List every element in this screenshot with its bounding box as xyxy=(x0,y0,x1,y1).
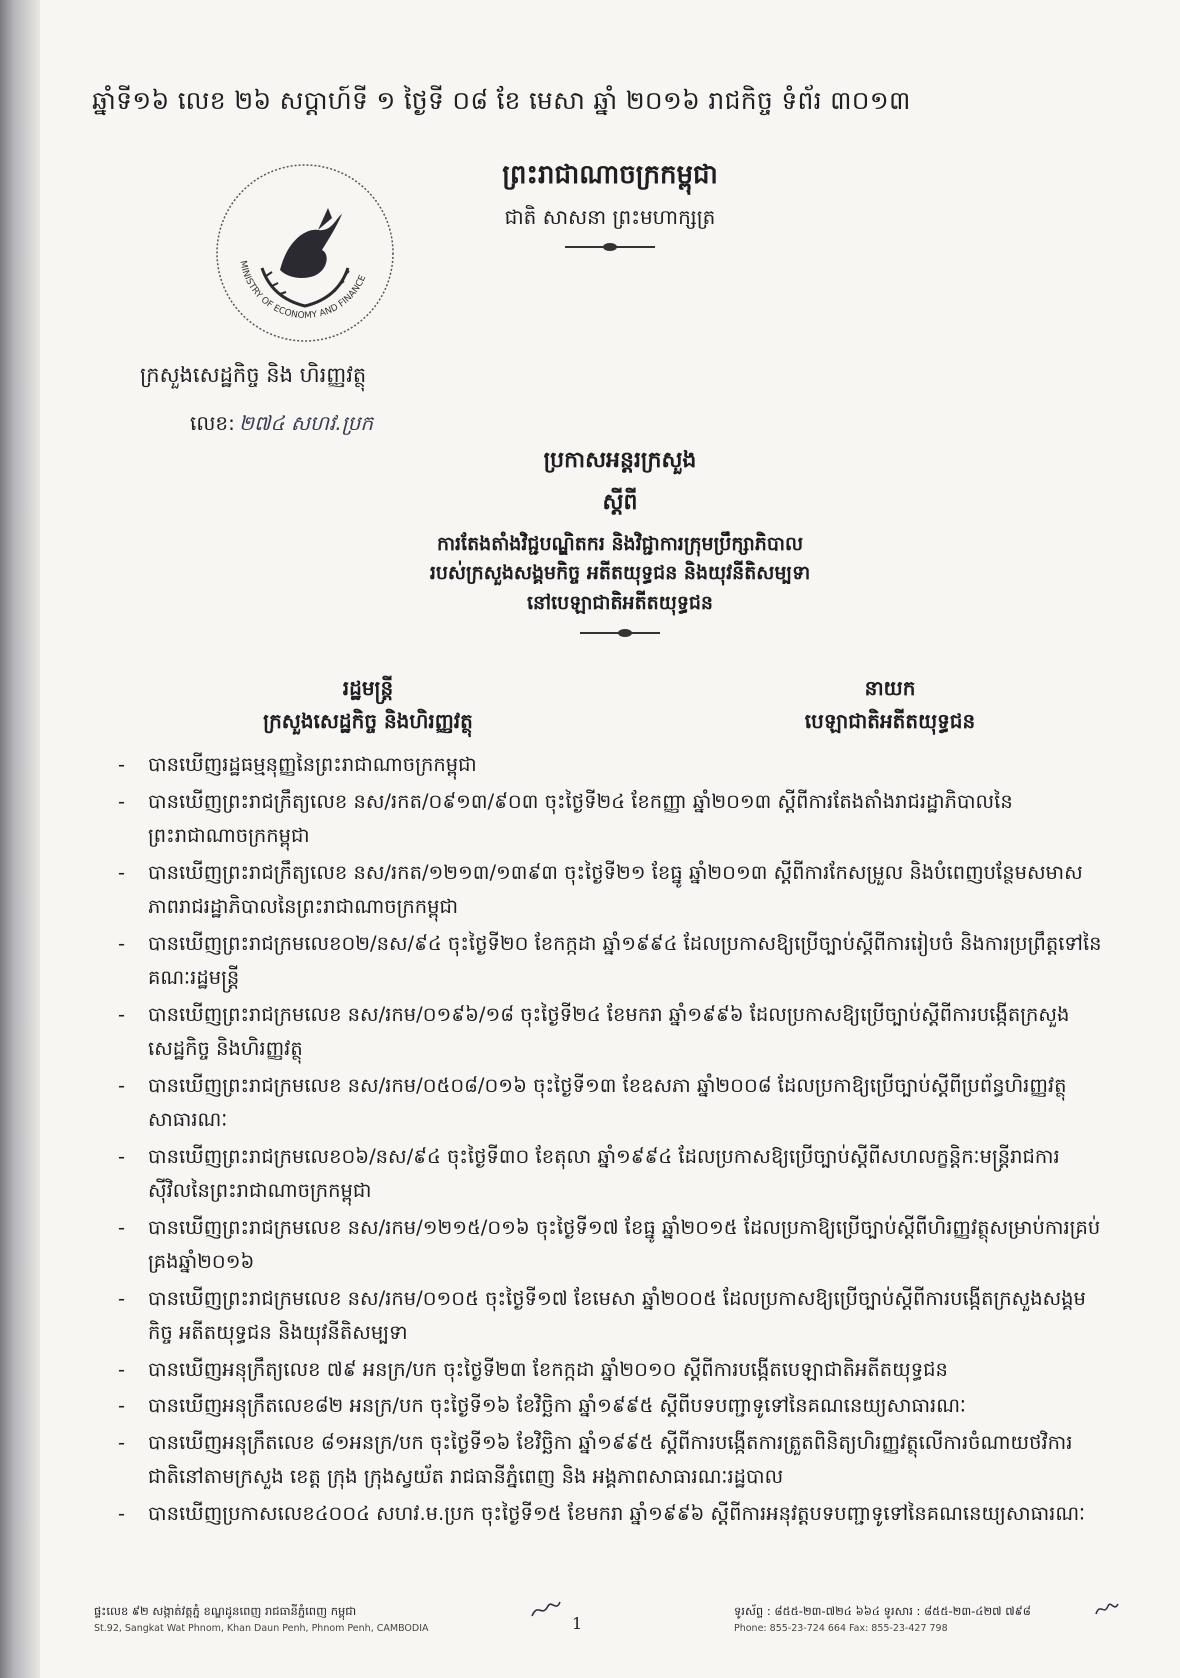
list-item: - បានឃើញព្រះរាជក្រមលេខ នស/រកម/០១៩៦/១៨ ចុះថ្ងៃទី២៤ ខែមករា ឆ្នាំ១៩៩៦ ដែលប្រកាសឱ្យប្រើច្បាប់ស្តីពីការបង្កើតក្រសួងសេដ្ឋកិច្ច និងហិរញ្ញវត្ថុ xyxy=(112,998,1102,1067)
decree-sti: ស្តីពី xyxy=(602,490,638,515)
list-item: - បានឃើញព្រះរាជក្រមលេខ០៦/នស/៩៤ ចុះថ្ងៃទី៣០ ខែតុលា ឆ្នាំ១៩៩៤ ដែលប្រកាសឱ្យប្រើច្បាប់ស្តីពីសហលក្ខន្តិកៈមន្ត្រីរាជការស៊ីវិលនៃព្រះរាជាណាចក្រកម្ពុជា xyxy=(112,1140,1102,1209)
decree-subject xyxy=(240,530,1000,618)
issuer-fund: បេឡាជាតិអតីតយុទ្ធជន xyxy=(804,709,976,733)
issuer-minister xyxy=(218,672,518,738)
issuer-title: រដ្ឋមន្ត្រី xyxy=(342,676,394,700)
initial-signature-icon xyxy=(530,1598,562,1620)
document-page xyxy=(40,0,1180,1678)
ornament-divider xyxy=(580,632,660,634)
list-item: - បានឃើញអនុក្រឹតលេខ៨២ អនក្រ/បក ចុះថ្ងៃទី១៦ ខែវិច្ឆិកា ឆ្នាំ១៩៩៥ ស្តីពីបទបញ្ជាទូទៅនៃគណនេយ្យសាធារណៈ xyxy=(112,1389,1102,1424)
decree-kind: ប្រកាសអន្តរក្រសួង xyxy=(543,448,697,473)
address-khmer: ផ្ទះលេខ ៩២ សង្កាត់វត្តភ្នំ ខណ្ឌដូនពេញ រាជធានីភ្នំពេញ កម្ពុជា xyxy=(94,1604,357,1618)
issuer-title: នាយក xyxy=(864,676,916,700)
handwritten-reference: ២៧៤ សហវ.ប្រក xyxy=(238,411,374,435)
kingdom-heading xyxy=(440,158,780,248)
list-item: - បានឃើញព្រះរាជក្រឹត្យលេខ នស/រកត/០៩១៣/៩០៣ ចុះថ្ងៃទី២៤ ខែកញ្ញា ឆ្នាំ២០១៣ ស្តីពីការតែងតាំងរាជរដ្ឋាភិបាលនៃព្រះរាជាណាចក្រកម្ពុជា xyxy=(112,785,1102,854)
phone-khmer: ទូរស័ព្ទ : ៨៥៥-២៣-៧២៤ ៦៦៤ ទូរសារ : ៨៥៥-២៣-៤២៧ ៧៩៨ xyxy=(734,1604,1031,1618)
address-english: St.92, Sangkat Wat Phnom, Khan Daun Penh, Phnom Penh, CAMBODIA xyxy=(94,1623,429,1634)
ministry-seal-icon xyxy=(210,158,400,348)
phone-english: Phone: 855-23-724 664 Fax: 855-23-427 798 xyxy=(734,1623,948,1634)
list-item: - បានឃើញព្រះរាជក្រមលេខ០២/នស/៩៤ ចុះថ្ងៃទី២០ ខែកក្កដា ឆ្នាំ១៩៩៤ ដែលប្រកាសឱ្យប្រើច្បាប់ស្តីពីការរៀបចំ និងការប្រព្រឹត្តទៅនៃគណៈរដ្ឋមន្ត្រី xyxy=(112,927,1102,996)
list-item: - បានឃើញព្រះរាជក្រមលេខ នស/រកម/០១០៥ ចុះថ្ងៃទី១៧ ខែមេសា ឆ្នាំ២០០៥ ដែលប្រកាសឱ្យប្រើច្បាប់ស្តីពីការបង្កើតក្រសួងសង្គមកិច្ច អតីតយុទ្ធជន និងយុវនីតិសម្បទា xyxy=(112,1282,1102,1351)
footer-address xyxy=(94,1604,429,1634)
scan-shadow-edge xyxy=(0,0,40,1678)
kingdom-title: ព្រះរាជាណាចក្រកម្ពុជា xyxy=(502,160,718,190)
decree-title xyxy=(240,446,1000,634)
list-item: - បានឃើញព្រះរាជក្រឹត្យលេខ នស/រកត/១២១៣/១៣៩៣ ចុះថ្ងៃទី២១ ខែធ្នូ ឆ្នាំ២០១៣ ស្តីពីការកែសម្រួល និងបំពេញបន្ថែមសមាសភាពរាជរដ្ឋាភិបាលនៃព្រះរាជាណាចក្រកម្ពុជា xyxy=(112,856,1102,925)
subject-line: នៅបេឡាជាតិអតីតយុទ្ធជន xyxy=(526,591,713,614)
gazette-header: ឆ្នាំទី១៦ លេខ ២៦ សប្តាហ៍ទី ១ ថ្ងៃទី ០៨ ខែ មេសា ឆ្នាំ ២០១៦ រាជកិច្ច ទំព័រ ៣០១៣ xyxy=(92,86,911,115)
reference-number xyxy=(190,410,373,440)
reference-label: លេខ: xyxy=(190,411,235,435)
legal-basis-list xyxy=(112,748,1102,1533)
ornament-divider xyxy=(565,246,655,248)
issuer-ministry: ក្រសួងសេដ្ឋកិច្ច និងហិរញ្ញវត្ថុ xyxy=(263,709,473,733)
ministry-name: ក្រសួងសេដ្ឋកិច្ច និង ហិរញ្ញវត្ថុ xyxy=(140,363,367,387)
national-motto: ជាតិ សាសនា ព្រះមហាក្សត្រ xyxy=(504,205,716,229)
list-item: - បានឃើញព្រះរាជក្រមលេខ នស/រកម/០៥០៨/០១៦ ចុះថ្ងៃទី១៣ ខែឧសភា ឆ្នាំ២០០៨ ដែលប្រកាឱ្យប្រើច្បាប់ស្តីពីប្រព័ន្ធហិរញ្ញវត្ថុសាធារណៈ xyxy=(112,1069,1102,1138)
list-item: - បានឃើញរដ្ឋធម្មនុញ្ញនៃព្រះរាជាណាចក្រកម្ពុជា xyxy=(112,748,1102,783)
subject-line: ការតែងតាំងវិជ្ជបណ្ឌិតករ និងវិជ្ជាការក្រុមប្រឹក្សាភិបាល xyxy=(436,533,804,555)
issuer-director xyxy=(740,672,1040,738)
list-item: - បានឃើញព្រះរាជក្រមលេខ នស/រកម/១២១៥/០១៦ ចុះថ្ងៃទី១៧ ខែធ្នូ ឆ្នាំ២០១៥ ដែលប្រកាឱ្យប្រើច្បាប់ស្តីពីហិរញ្ញវត្ថុសម្រាប់ការគ្រប់គ្រងឆ្នាំ២០១៦ xyxy=(112,1211,1102,1280)
footer-contact xyxy=(734,1604,1031,1634)
list-item: - បានឃើញអនុក្រឹត្យលេខ ៧៩ អនក្រ/បក ចុះថ្ងៃទី២៣ ខែកក្កដា ឆ្នាំ២០១០ ស្តីពីការបង្កើតបេឡាជាតិអតីតយុទ្ធជន xyxy=(112,1353,1102,1388)
subject-line: របស់ក្រសួងសង្គមកិច្ច អតីតយុទ្ធជន និងយុវនីតិសម្បទា xyxy=(429,562,811,585)
seal-text: MINISTRY OF ECONOMY AND FINANCE xyxy=(237,259,369,322)
list-item: - បានឃើញប្រកាសលេខ៤០០៤ សហវ.ម.ប្រក ចុះថ្ងៃទី១៥ ខែមករា ឆ្នាំ១៩៩៦ ស្តីពីការអនុវត្តបទបញ្ជាទូទៅនៃគណនេយ្យសាធារណៈ xyxy=(112,1497,1102,1532)
page-number: 1 xyxy=(572,1614,583,1633)
initial-signature-icon xyxy=(1094,1600,1120,1618)
list-item: - បានឃើញអនុក្រឹតលេខ ៨១អនក្រ/បក ចុះថ្ងៃទី១៦ ខែវិច្ឆិកា ឆ្នាំ១៩៩៥ ស្តីពីការបង្កើតការត្រួតពិនិត្យហិរញ្ញវត្ថុលើការចំណាយថវិការជាតិនៅតាមក្រសួង ខេត្ត ក្រុង ក្រុងស្វយ័ត រាជធានីភ្នំពេញ និង អង្គភាពសាធារណៈរដ្ឋបាល xyxy=(112,1426,1102,1495)
